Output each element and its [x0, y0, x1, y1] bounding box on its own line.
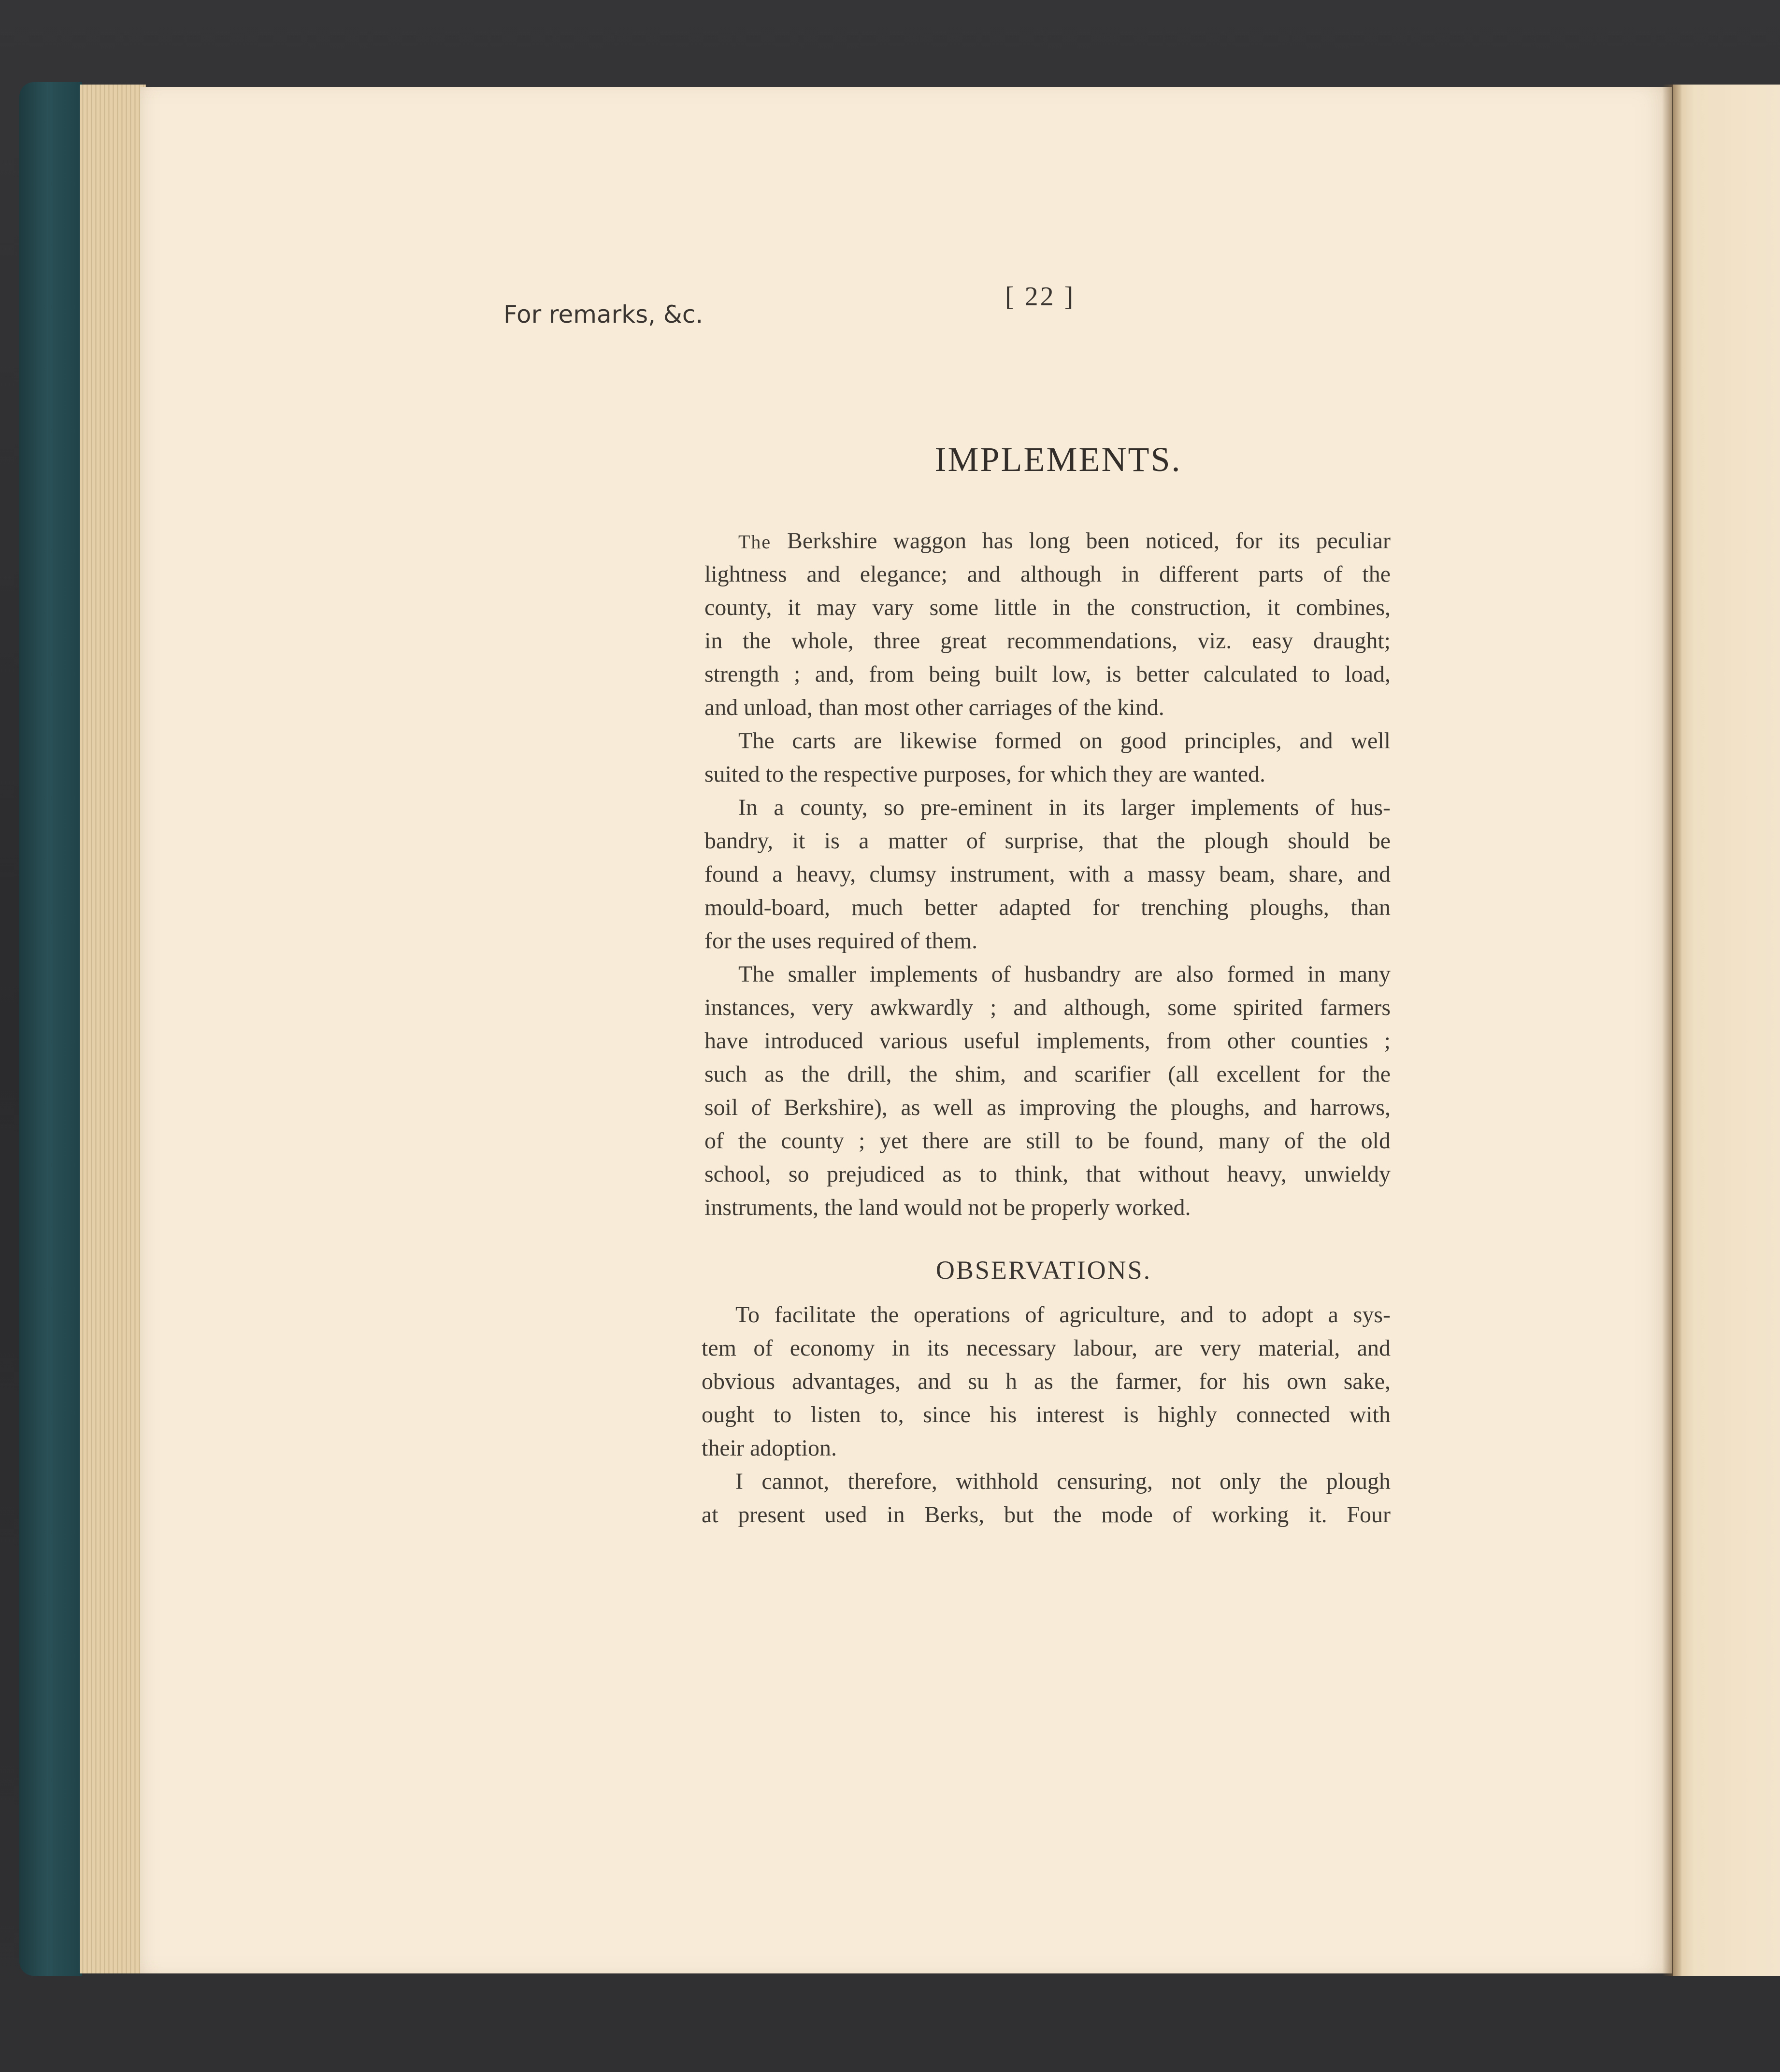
paragraph-1: [704, 524, 1391, 724]
paragraph-5: [702, 1298, 1391, 1465]
page-number: [ 22 ]: [1005, 282, 1076, 312]
margin-note: For remarks, &c.: [503, 300, 703, 329]
text-line: strength ; and, from being built low, is better calculated to load,: [704, 661, 1391, 687]
text-line: In a county, so pre-eminent in its larger implements of hus-: [738, 795, 1391, 820]
paragraph-2: [704, 724, 1391, 791]
text-line: tem of economy in its necessary labour, are very material, and: [702, 1335, 1391, 1361]
text-line: The smaller implements of husbandry are also formed in many: [738, 961, 1391, 987]
text-line: obvious advantages, and su h as the farmer, for his own sake,: [702, 1369, 1391, 1394]
text-line: The carts are likewise formed on good principles, and well: [738, 728, 1391, 754]
text-line-content: Berkshire waggon has long been noticed, for its peculiar: [771, 528, 1391, 554]
chapter-heading: IMPLEMENTS.: [934, 440, 1182, 479]
text-line: for the uses required of them.: [704, 928, 978, 954]
text-line: soil of Berkshire), as well as improving the ploughs, and harrows,: [704, 1095, 1391, 1120]
page-edges: [80, 85, 146, 1973]
text-line: such as the drill, the shim, and scarifier (all excellent for the: [704, 1061, 1391, 1087]
page-gutter: [1662, 85, 1681, 1976]
text-line: lightness and elegance; and although in different parts of the: [704, 561, 1391, 587]
text-line: in the whole, three great recommendations, viz. easy draught;: [704, 628, 1391, 654]
text-line: county, it may vary some little in the construction, it combines,: [704, 595, 1391, 620]
text-line: To facilitate the operations of agriculture, and to adopt a sys-: [735, 1302, 1391, 1328]
text-line: [704, 524, 1391, 557]
lead-small-caps: The: [738, 531, 772, 553]
text-line: bandry, it is a matter of surprise, that the plough should be: [704, 828, 1391, 854]
text-line: and unload, than most other carriages of the kind.: [704, 695, 1164, 720]
section-heading: OBSERVATIONS.: [935, 1256, 1152, 1285]
book-cover-edge: [19, 82, 82, 1976]
text-line: instances, very awkwardly ; and although, some spirited farmers: [704, 995, 1391, 1020]
text-line: their adoption.: [702, 1435, 837, 1461]
text-line: I cannot, therefore, withhold censuring, not only the plough: [735, 1469, 1391, 1494]
facing-page-sliver: [1673, 85, 1780, 1976]
paragraph-3: [704, 791, 1391, 957]
text-line: instruments, the land would not be properly worked.: [704, 1195, 1191, 1220]
paragraph-6: [702, 1465, 1391, 1531]
text-line: of the county ; yet there are still to be found, many of the old: [704, 1128, 1391, 1154]
text-line: at present used in Berks, but the mode of working it. Four: [702, 1502, 1391, 1528]
text-line: suited to the respective purposes, for which they are wanted.: [704, 761, 1265, 787]
text-line: ought to listen to, since his interest is highly connected with: [702, 1402, 1391, 1428]
paragraph-4: [704, 957, 1391, 1224]
text-line: school, so prejudiced as to think, that without heavy, unwieldy: [704, 1161, 1391, 1187]
text-line: mould-board, much better adapted for trenching ploughs, than: [704, 895, 1391, 920]
text-line: have introduced various useful implements, from other counties ;: [704, 1028, 1391, 1054]
text-line: found a heavy, clumsy instrument, with a massy beam, share, and: [704, 861, 1391, 887]
